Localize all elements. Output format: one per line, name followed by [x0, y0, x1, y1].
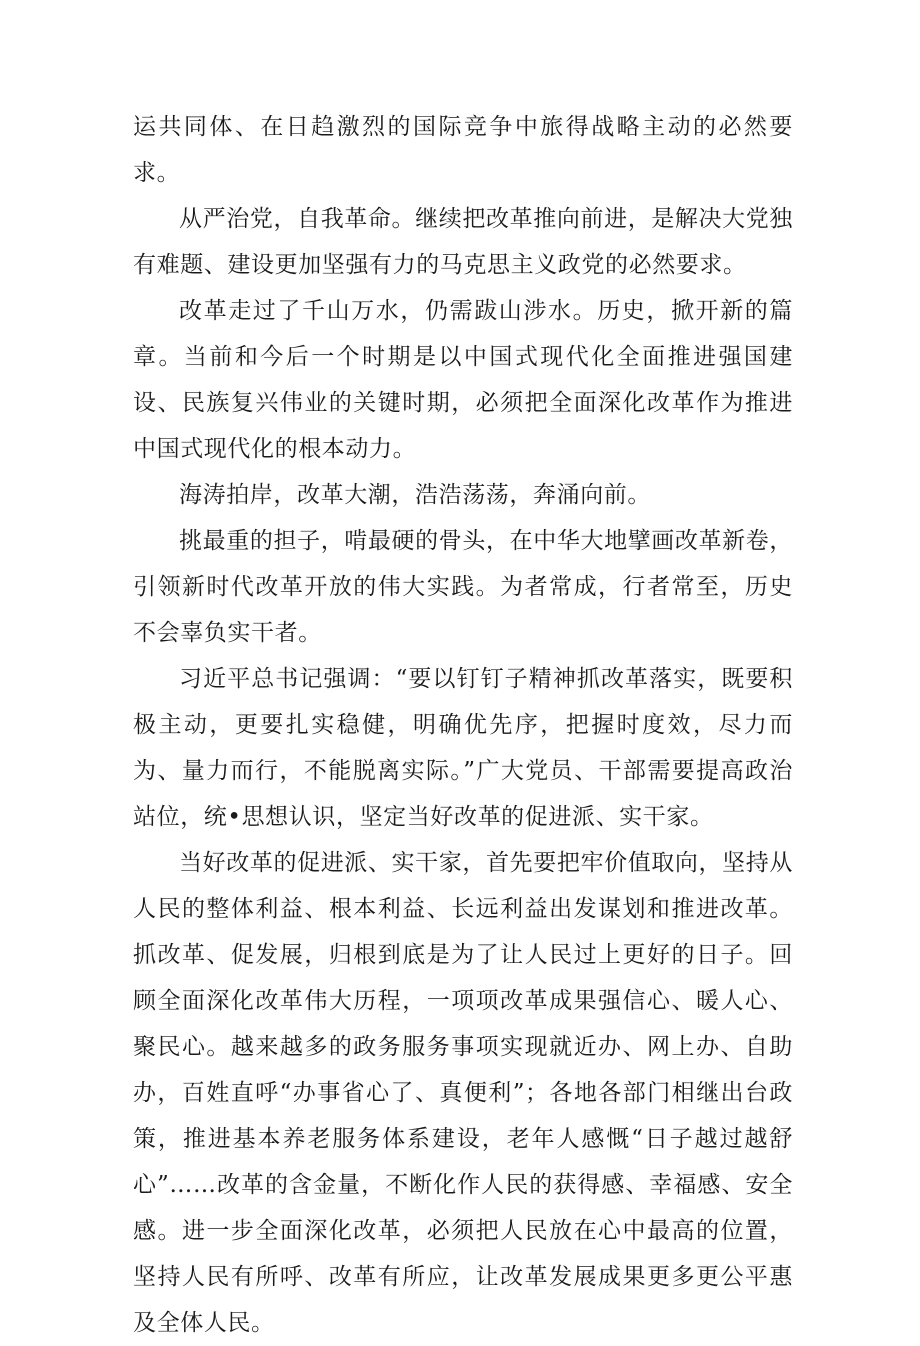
paragraph-5: 挑最重的担子，啃最硬的骨头，在中华大地擘画改革新卷，引领新时代改革开放的伟大实践。为者常成，行者常至，历史不会辜负实干者。 — [133, 528, 793, 646]
document-body — [133, 104, 793, 1346]
paragraph-6: 习近平总书记强调：“要以钉钉子精神抓改革落实，既要积极主动，更要扎实稳健，明确优先序，把握时度效，尽力而为、量力而行，不能脱离实际。”广大党员、干部需要提高政治站位，统•思想认识，坚定当好改革的促进派、实干家。 — [133, 666, 793, 830]
paragraph-2: 从严治党，自我革命。继续把改革推向前进，是解决大党独有难题、建设更加坚强有力的马克思主义政党的必然要求。 — [133, 206, 793, 278]
paragraph-7: 当好改革的促进派、实干家，首先要把牢价值取向，坚持从人民的整体利益、根本利益、长远利益出发谋划和推进改革。抓改革、促发展，归根到底是为了让人民过上更好的日子。回顾全面深化改革伟大历程，一项项改革成果强信心、暖人心、聚民心。越来越多的政务服务事项实现就近办、网上办、自助办，百姓直呼“办事省心了、真便利”；各地各部门相继出台政策，推进基本养老服务体系建设，老年人感慨“日子越过越舒心”……改革的含金量，不断化作人民的获得感、幸福感、安全感。进一步全面深化改革，必须把人民放在心中最高的位置，坚持人民有所呼、改革有所应，让改革发展成果更多更公平惠及全体人民。 — [133, 850, 793, 1336]
paragraph-1: 运共同体、在日趋激烈的国际竞争中旅得战略主动的必然要求。 — [133, 114, 793, 186]
paragraph-4: 海涛拍岸，改革大潮，浩浩荡荡，奔涌向前。 — [179, 482, 651, 508]
paragraph-3: 改革走过了千山万水，仍需跋山涉水。历史，掀开新的篇章。当前和今后一个时期是以中国式现代化全面推进强国建设、民族复兴伟业的关键时期，必须把全面深化改革作为推进中国式现代化的根本动力。 — [133, 298, 793, 462]
